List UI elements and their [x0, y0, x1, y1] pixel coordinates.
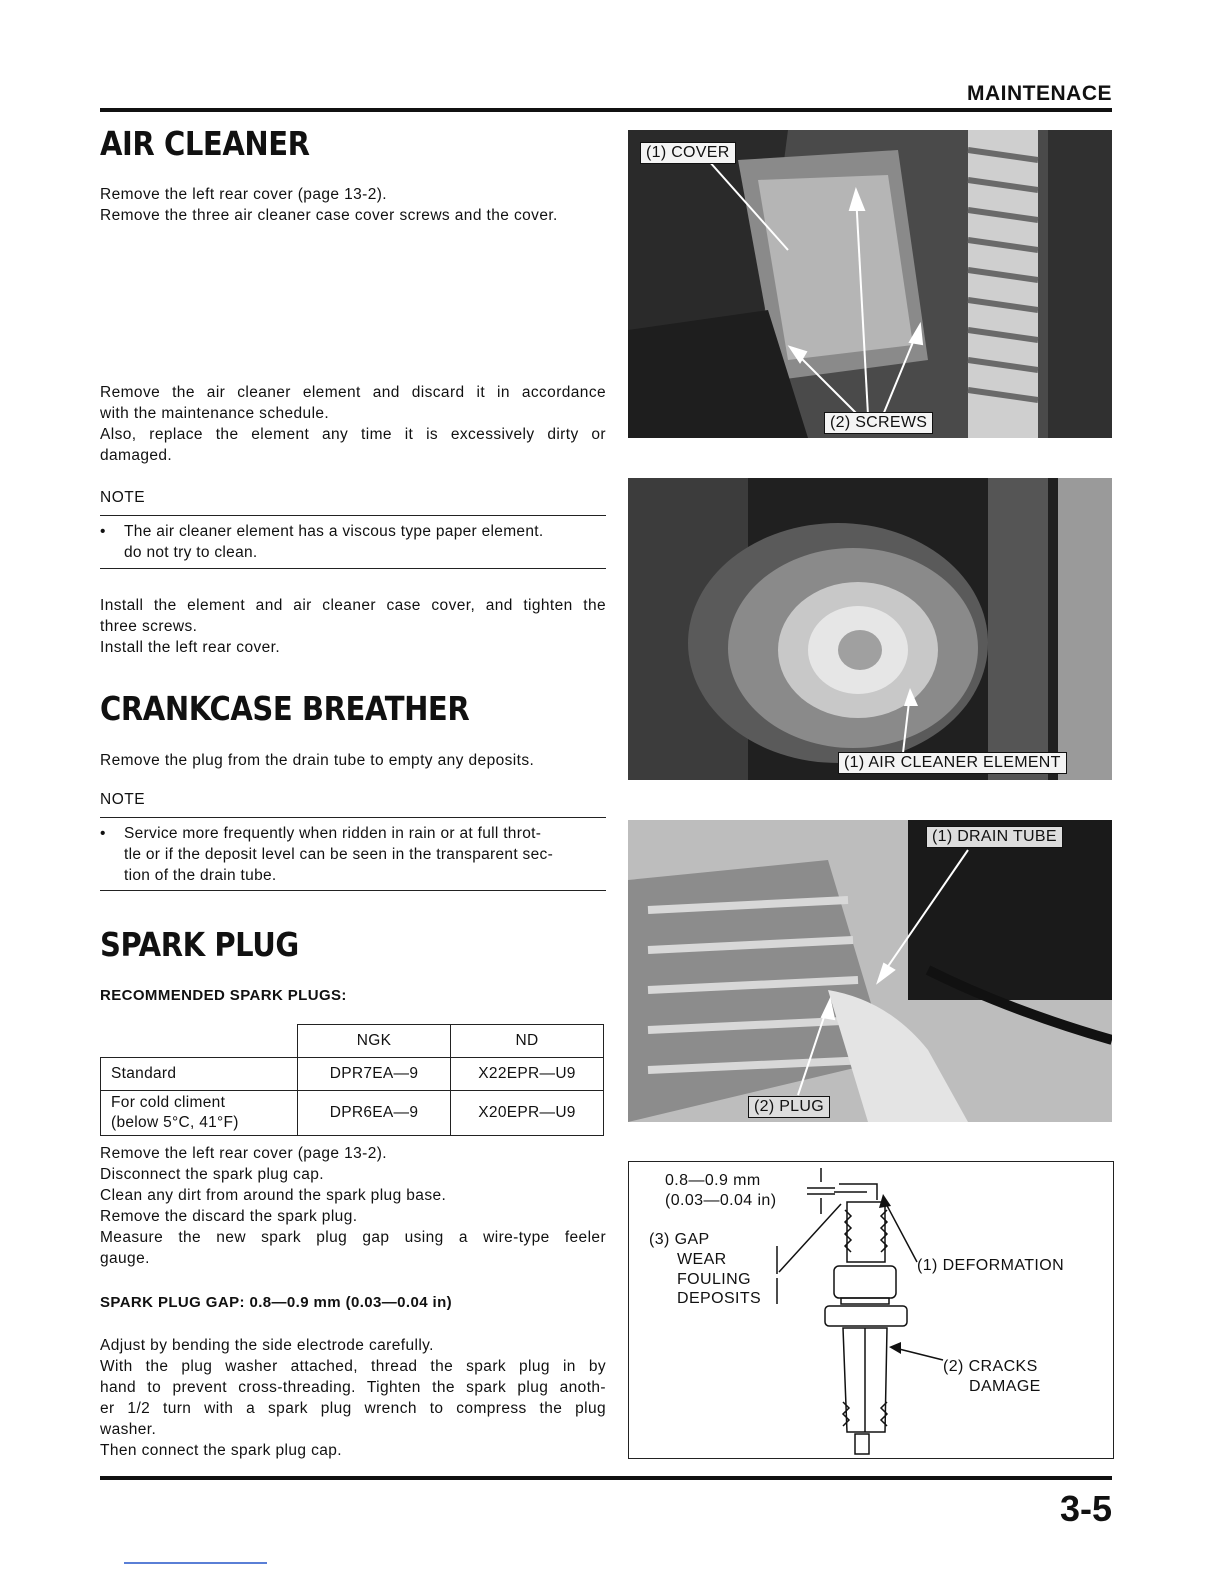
recommended-plugs-heading: RECOMMENDED SPARK PLUGS:: [100, 987, 347, 1004]
air-cleaner-note-label: NOTE: [100, 489, 146, 506]
diagram-gap-mm: 0.8—0.9 mm: [665, 1172, 761, 1189]
table-header-nd: ND: [451, 1025, 604, 1058]
row-label: Standard: [101, 1058, 298, 1091]
diagram-label-deformation: (1) DEFORMATION: [917, 1257, 1065, 1274]
photo-drain-tube: [628, 820, 1112, 1122]
spark-plug-table: [100, 1024, 604, 1136]
callout-drain-tube: (1) DRAIN TUBE: [926, 826, 1063, 848]
diagram-label-fouling: FOULING: [677, 1271, 751, 1288]
spark-plug-diagram: [628, 1161, 1114, 1459]
photo-air-cleaner-element: [628, 478, 1112, 780]
gap-spec: SPARK PLUG GAP: 0.8—0.9 mm (0.03—0.04 in): [100, 1294, 453, 1311]
spark-plug-para-1: Remove the left rear cover (page 13-2). Disconnect the spark plug cap. Clean any dirt from around the spark plug base. Remove the discard the spark plug. Measure the new spark plug gap using a wire-type feeler gauge.: [100, 1145, 606, 1267]
table-corner: [101, 1025, 298, 1058]
crankcase-title: CRANKCASE BREATHER: [100, 689, 470, 728]
diagram-label-wear: WEAR: [677, 1251, 727, 1268]
crankcase-note: • Service more frequently when ridden in rain or at full throt- tle or if the deposit level can be seen in the transparent sec- tion of the drain tube.: [100, 825, 554, 884]
header-rule: [100, 108, 1112, 112]
bullet-icon: •: [100, 825, 106, 842]
air-cleaner-para-1: Remove the left rear cover (page 13-2). Remove the three air cleaner case cover screws and the cover.: [100, 186, 558, 224]
note-rule-bottom: [100, 568, 606, 569]
photo-air-cleaner-cover: [628, 130, 1112, 438]
row-label: For cold climent (below 5°C, 41°F): [101, 1091, 298, 1136]
note-rule-bottom: [100, 890, 606, 891]
photo-air-cleaner-cover-image: [628, 130, 1112, 438]
link-underline: [124, 1562, 267, 1564]
table-row: [101, 1058, 604, 1091]
air-cleaner-title: AIR CLEANER: [100, 124, 310, 163]
ngk-cell: DPR6EA—9: [298, 1091, 451, 1136]
ngk-cell: DPR7EA—9: [298, 1058, 451, 1091]
note-rule-top: [100, 515, 606, 516]
note-rule-top: [100, 817, 606, 818]
nd-cell: X22EPR—U9: [451, 1058, 604, 1091]
page-number: 3-5: [1059, 1488, 1112, 1529]
crankcase-note-label: NOTE: [100, 791, 146, 808]
air-cleaner-para-3: Install the element and air cleaner case cover, and tighten the three screws. Install the left rear cover.: [100, 597, 606, 656]
nd-cell: X20EPR—U9: [451, 1091, 604, 1136]
table-row: [101, 1091, 604, 1136]
table-header-row: [101, 1025, 604, 1058]
spark-plug-title: SPARK PLUG: [100, 925, 299, 964]
diagram-gap-in: (0.03—0.04 in): [665, 1192, 777, 1209]
callout-cover: (1) COVER: [640, 142, 736, 164]
photo-drain-tube-image: [628, 820, 1112, 1122]
spark-plug-para-2: Adjust by bending the side electrode carefully. With the plug washer attached, thread the spark plug in by hand to prevent cross-threading. Tighten the spark plug anoth- er 1/2 turn with a spark plug wrench to compress the plug washer. Then connect the spark plug cap.: [100, 1337, 606, 1459]
air-cleaner-para-2: Remove the air cleaner element and discard it in accordance with the maintenance schedule. Also, replace the element any time it is excessively dirty or damaged.: [100, 384, 606, 464]
bullet-icon: •: [100, 523, 106, 540]
callout-plug: (2) PLUG: [748, 1096, 830, 1118]
photo-air-cleaner-element-image: [628, 478, 1112, 780]
callout-air-cleaner-element: (1) AIR CLEANER ELEMENT: [838, 752, 1067, 774]
footer-rule: [100, 1476, 1112, 1480]
diagram-label-deposits: DEPOSITS: [677, 1290, 762, 1307]
diagram-label-damage: DAMAGE: [969, 1378, 1041, 1395]
section-header: MAINTENACE: [967, 82, 1112, 105]
diagram-label-gap: (3) GAP: [649, 1231, 710, 1248]
diagram-label-cracks: (2) CRACKS: [943, 1358, 1038, 1375]
crankcase-para: Remove the plug from the drain tube to empty any deposits.: [100, 752, 535, 769]
table-header-ngk: NGK: [298, 1025, 451, 1058]
air-cleaner-note: • The air cleaner element has a viscous type paper element. do not try to clean.: [100, 523, 544, 561]
callout-screws: (2) SCREWS: [824, 412, 933, 434]
